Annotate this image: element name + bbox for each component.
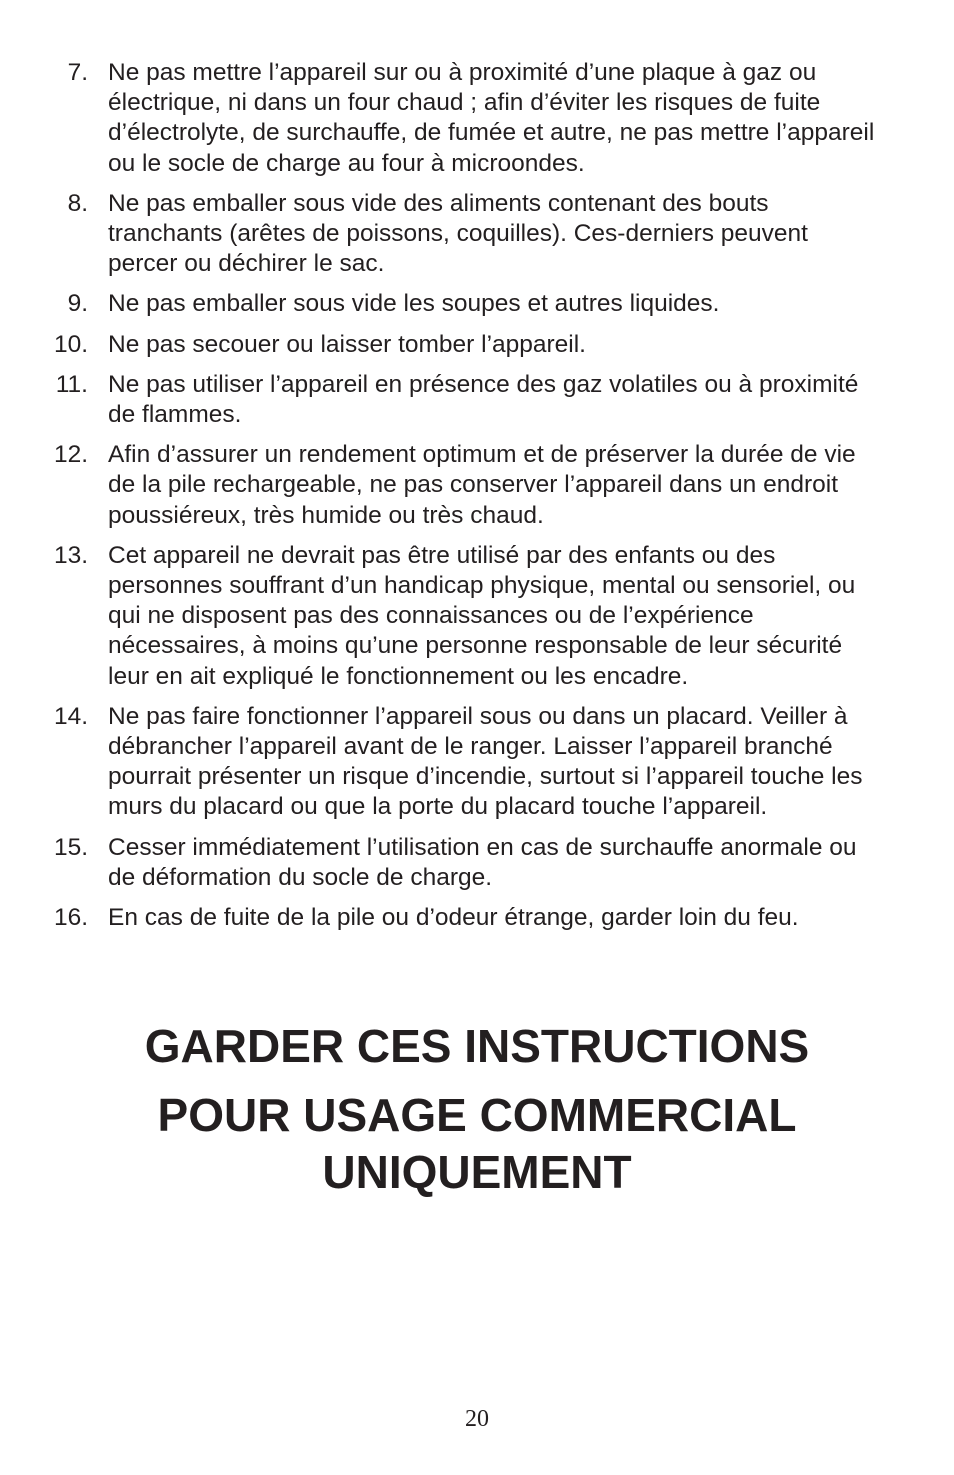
list-item <box>0 58 954 179</box>
list-item-number: 11. <box>55 370 88 398</box>
list-item <box>0 541 954 692</box>
list-item-number: 12. <box>53 441 88 469</box>
page-number: 20 <box>465 1406 489 1432</box>
list-item-text: Ne pas emballer sous vide les soupes et autres liquides. <box>108 290 720 318</box>
list-item <box>0 440 954 531</box>
list-item-text: Ne pas secouer ou laisser tomber l’appareil. <box>108 330 586 358</box>
list-item-text: Ne pas mettre l’appareil sur ou à proximité d’une plaque à gaz ou électrique, ni dans un four chaud ; afin d’éviter les risques de fuite d’électrolyte, de surchauffe, de fumée et autre, ne pas mettre l’appareil ou le socle de charge au four à microondes. <box>108 59 875 177</box>
keep-instructions-heading: GARDER CES INSTRUCTIONS <box>144 1020 810 1072</box>
commercial-use-heading: POUR USAGE COMMERCIAL UNIQUEMENT <box>157 1089 797 1198</box>
list-item-text: Ne pas utiliser l’appareil en présence des gaz volatiles ou à proximité de flammes. <box>108 370 859 429</box>
list-item-text: Cet appareil ne devrait pas être utilisé par des enfants ou des personnes souffrant d’un handicap physique, mental ou sensoriel, ou qui ne disposent pas des connaissances ou de l’expérience nécessaires, à moins qu’une personne responsable de leur sécurité leur en ait expliqué le fonctionnement ou les encadre. <box>108 541 856 690</box>
list-item-number: 7. <box>67 59 88 86</box>
list-item-text: En cas de fuite de la pile ou d’odeur étrange, garder loin du feu. <box>108 904 799 932</box>
list-item <box>0 833 954 893</box>
list-item-number: 10. <box>53 330 88 358</box>
list-item <box>0 903 954 933</box>
list-item <box>0 370 954 430</box>
list-item-text: Ne pas faire fonctionner l’appareil sous ou dans un placard. Veiller à débrancher l’appareil avant de le ranger. Laisser l’appareil branché pourrait présenter un risque d’incendie, surtout si l’appareil touche les murs du placard ou que la porte du placard touche l’appareil. <box>108 702 863 821</box>
list-item-number: 9. <box>67 290 88 318</box>
list-item-number: 13. <box>53 541 88 569</box>
list-item-number: 8. <box>67 189 88 217</box>
list-item-number: 14. <box>53 702 88 730</box>
list-item <box>0 330 954 360</box>
list-item-text: Afin d’assurer un rendement optimum et de préserver la durée de vie de la pile rechargeable, ne pas conserver l’appareil dans un endroit poussiéreux, très humide ou très chaud. <box>108 441 856 529</box>
list-item-text: Ne pas emballer sous vide des aliments contenant des bouts tranchants (arêtes de poissons, coquilles). Ces-derniers peuvent percer ou déchirer le sac. <box>108 189 808 278</box>
list-item <box>0 702 954 823</box>
list-item-number: 15. <box>53 833 88 861</box>
safety-instructions-list <box>0 58 954 943</box>
list-item-text: Cesser immédiatement l’utilisation en cas de surchauffe anormale ou de déformation du socle de charge. <box>108 833 857 891</box>
list-item-number: 16. <box>53 904 88 932</box>
list-item <box>0 289 954 319</box>
list-item <box>0 189 954 280</box>
